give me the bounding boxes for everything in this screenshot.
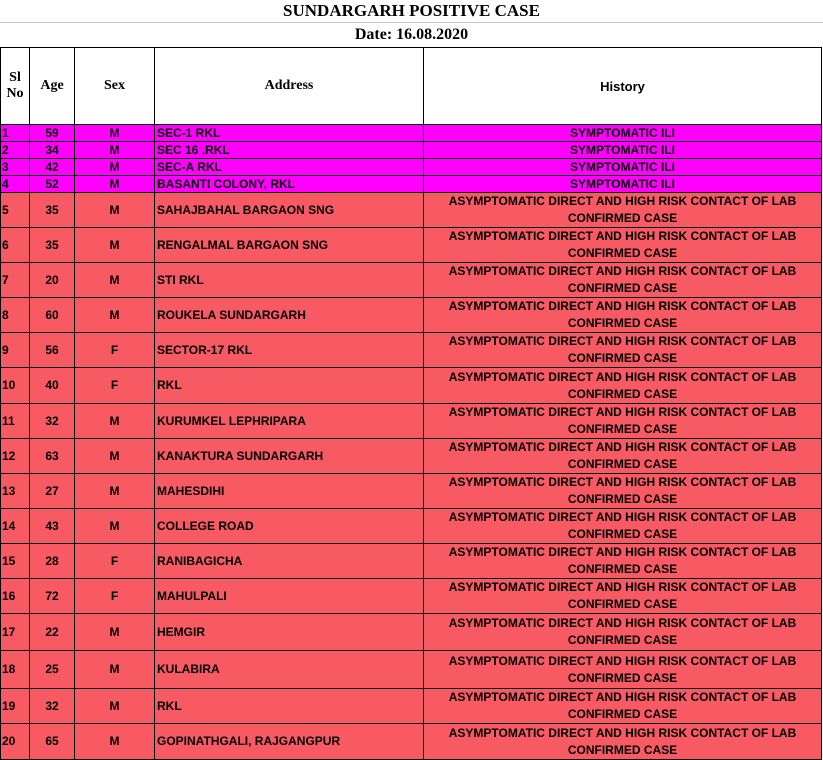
cell-sl: 10	[1, 368, 30, 404]
cell-sl: 8	[1, 298, 30, 333]
cell-history: ASYMPTOMATIC DIRECT AND HIGH RISK CONTACT OF LAB CONFIRMED CASE	[424, 368, 822, 404]
cell-age: 32	[30, 689, 75, 724]
cell-age: 60	[30, 298, 75, 333]
cell-address: SECTOR-17 RKL	[155, 333, 424, 368]
cell-sex: M	[75, 689, 155, 724]
table-row	[1, 159, 822, 176]
cell-age: 42	[30, 159, 75, 176]
cell-sex: M	[75, 614, 155, 651]
table-row	[1, 333, 822, 368]
cell-address: SEC-A RKL	[155, 159, 424, 176]
table-row	[1, 176, 822, 193]
table-body	[1, 125, 822, 760]
cell-history: ASYMPTOMATIC DIRECT AND HIGH RISK CONTACT OF LAB CONFIRMED CASE	[424, 228, 822, 263]
table-row	[1, 544, 822, 579]
cell-address: RKL	[155, 689, 424, 724]
cell-address: SEC 16 ,RKL	[155, 142, 424, 159]
cell-address: SAHAJBAHAL BARGAON SNG	[155, 193, 424, 228]
cell-age: 25	[30, 651, 75, 689]
cell-age: 56	[30, 333, 75, 368]
cell-sl: 6	[1, 228, 30, 263]
cell-history: SYMPTOMATIC ILI	[424, 125, 822, 142]
cell-sex: M	[75, 228, 155, 263]
cell-sl: 15	[1, 544, 30, 579]
cell-address: KULABIRA	[155, 651, 424, 689]
cell-history: ASYMPTOMATIC DIRECT AND HIGH RISK CONTACT OF LAB CONFIRMED CASE	[424, 263, 822, 298]
cell-history: ASYMPTOMATIC DIRECT AND HIGH RISK CONTACT OF LAB CONFIRMED CASE	[424, 614, 822, 651]
cell-sex: M	[75, 193, 155, 228]
cell-address: ROUKELA SUNDARGARH	[155, 298, 424, 333]
cell-sl: 2	[1, 142, 30, 159]
table-row	[1, 724, 822, 760]
positive-case-table	[0, 47, 822, 760]
col-header-history: History	[424, 48, 822, 125]
cell-sex: M	[75, 404, 155, 439]
cell-sex: M	[75, 439, 155, 474]
cell-sex: M	[75, 651, 155, 689]
table-row	[1, 614, 822, 651]
cell-age: 59	[30, 125, 75, 142]
cell-age: 35	[30, 193, 75, 228]
cell-sl: 18	[1, 651, 30, 689]
cell-address: COLLEGE ROAD	[155, 509, 424, 544]
cell-history: ASYMPTOMATIC DIRECT AND HIGH RISK CONTACT OF LAB CONFIRMED CASE	[424, 193, 822, 228]
cell-sex: F	[75, 333, 155, 368]
cell-address: MAHESDIHI	[155, 474, 424, 509]
cell-history: ASYMPTOMATIC DIRECT AND HIGH RISK CONTACT OF LAB CONFIRMED CASE	[424, 509, 822, 544]
table-row	[1, 439, 822, 474]
table-row	[1, 125, 822, 142]
cell-address: HEMGIR	[155, 614, 424, 651]
cell-sl: 7	[1, 263, 30, 298]
table-row	[1, 579, 822, 614]
cell-address: KANAKTURA SUNDARGARH	[155, 439, 424, 474]
cell-history: ASYMPTOMATIC DIRECT AND HIGH RISK CONTACT OF LAB CONFIRMED CASE	[424, 544, 822, 579]
cell-sl: 19	[1, 689, 30, 724]
cell-sex: M	[75, 509, 155, 544]
cell-history: ASYMPTOMATIC DIRECT AND HIGH RISK CONTACT OF LAB CONFIRMED CASE	[424, 474, 822, 509]
cell-age: 40	[30, 368, 75, 404]
cell-sex: M	[75, 474, 155, 509]
col-header-sex: Sex	[75, 48, 155, 125]
cell-age: 28	[30, 544, 75, 579]
cell-sl: 20	[1, 724, 30, 760]
cell-address: MAHULPALI	[155, 579, 424, 614]
col-header-address: Address	[155, 48, 424, 125]
cell-history: SYMPTOMATIC ILI	[424, 159, 822, 176]
cell-history: ASYMPTOMATIC DIRECT AND HIGH RISK CONTACT OF LAB CONFIRMED CASE	[424, 404, 822, 439]
cell-history: ASYMPTOMATIC DIRECT AND HIGH RISK CONTACT OF LAB CONFIRMED CASE	[424, 724, 822, 760]
sheet-title: SUNDARGARH POSITIVE CASE	[0, 0, 823, 23]
cell-age: 32	[30, 404, 75, 439]
cell-sex: F	[75, 544, 155, 579]
cell-sex: M	[75, 159, 155, 176]
cell-address: RKL	[155, 368, 424, 404]
cell-sl: 17	[1, 614, 30, 651]
cell-address: RENGALMAL BARGAON SNG	[155, 228, 424, 263]
cell-sl: 1	[1, 125, 30, 142]
table-row	[1, 228, 822, 263]
cell-age: 63	[30, 439, 75, 474]
cell-age: 35	[30, 228, 75, 263]
table-row	[1, 474, 822, 509]
cell-sex: M	[75, 263, 155, 298]
table-row	[1, 142, 822, 159]
table-row	[1, 298, 822, 333]
cell-history: ASYMPTOMATIC DIRECT AND HIGH RISK CONTACT OF LAB CONFIRMED CASE	[424, 298, 822, 333]
cell-sl: 4	[1, 176, 30, 193]
cell-address: RANIBAGICHA	[155, 544, 424, 579]
table-row	[1, 193, 822, 228]
cell-sl: 14	[1, 509, 30, 544]
table-row	[1, 689, 822, 724]
cell-address: KURUMKEL LEPHRIPARA	[155, 404, 424, 439]
table-row	[1, 651, 822, 689]
cell-sex: F	[75, 368, 155, 404]
cell-sex: M	[75, 176, 155, 193]
table-row	[1, 509, 822, 544]
cell-sex: M	[75, 142, 155, 159]
cell-sl: 13	[1, 474, 30, 509]
table-row	[1, 263, 822, 298]
cell-sex: M	[75, 724, 155, 760]
cell-history: ASYMPTOMATIC DIRECT AND HIGH RISK CONTACT OF LAB CONFIRMED CASE	[424, 579, 822, 614]
cell-address: BASANTI COLONY, RKL	[155, 176, 424, 193]
cell-sl: 12	[1, 439, 30, 474]
table-row	[1, 404, 822, 439]
cell-history: SYMPTOMATIC ILI	[424, 142, 822, 159]
cell-sex: M	[75, 298, 155, 333]
cell-age: 72	[30, 579, 75, 614]
cell-address: SEC-1 RKL	[155, 125, 424, 142]
cell-sl: 11	[1, 404, 30, 439]
cell-history: SYMPTOMATIC ILI	[424, 176, 822, 193]
cell-age: 22	[30, 614, 75, 651]
cell-age: 20	[30, 263, 75, 298]
cell-history: ASYMPTOMATIC DIRECT AND HIGH RISK CONTACT OF LAB CONFIRMED CASE	[424, 439, 822, 474]
cell-sl: 5	[1, 193, 30, 228]
cell-age: 65	[30, 724, 75, 760]
cell-sl: 16	[1, 579, 30, 614]
table-row	[1, 368, 822, 404]
cell-history: ASYMPTOMATIC DIRECT AND HIGH RISK CONTACT OF LAB CONFIRMED CASE	[424, 333, 822, 368]
cell-sl: 9	[1, 333, 30, 368]
col-header-age: Age	[30, 48, 75, 125]
col-header-sl: Sl No	[1, 48, 30, 125]
sheet-date: Date: 16.08.2020	[354, 26, 469, 43]
cell-age: 52	[30, 176, 75, 193]
cell-age: 34	[30, 142, 75, 159]
cell-sex: F	[75, 579, 155, 614]
cell-address: GOPINATHGALI, RAJGANGPUR	[155, 724, 424, 760]
cell-age: 27	[30, 474, 75, 509]
cell-sl: 3	[1, 159, 30, 176]
cell-history: ASYMPTOMATIC DIRECT AND HIGH RISK CONTACT OF LAB CONFIRMED CASE	[424, 651, 822, 689]
cell-age: 43	[30, 509, 75, 544]
cell-sex: M	[75, 125, 155, 142]
table-header-row	[1, 48, 822, 125]
cell-history: ASYMPTOMATIC DIRECT AND HIGH RISK CONTACT OF LAB CONFIRMED CASE	[424, 689, 822, 724]
cell-address: STI RKL	[155, 263, 424, 298]
